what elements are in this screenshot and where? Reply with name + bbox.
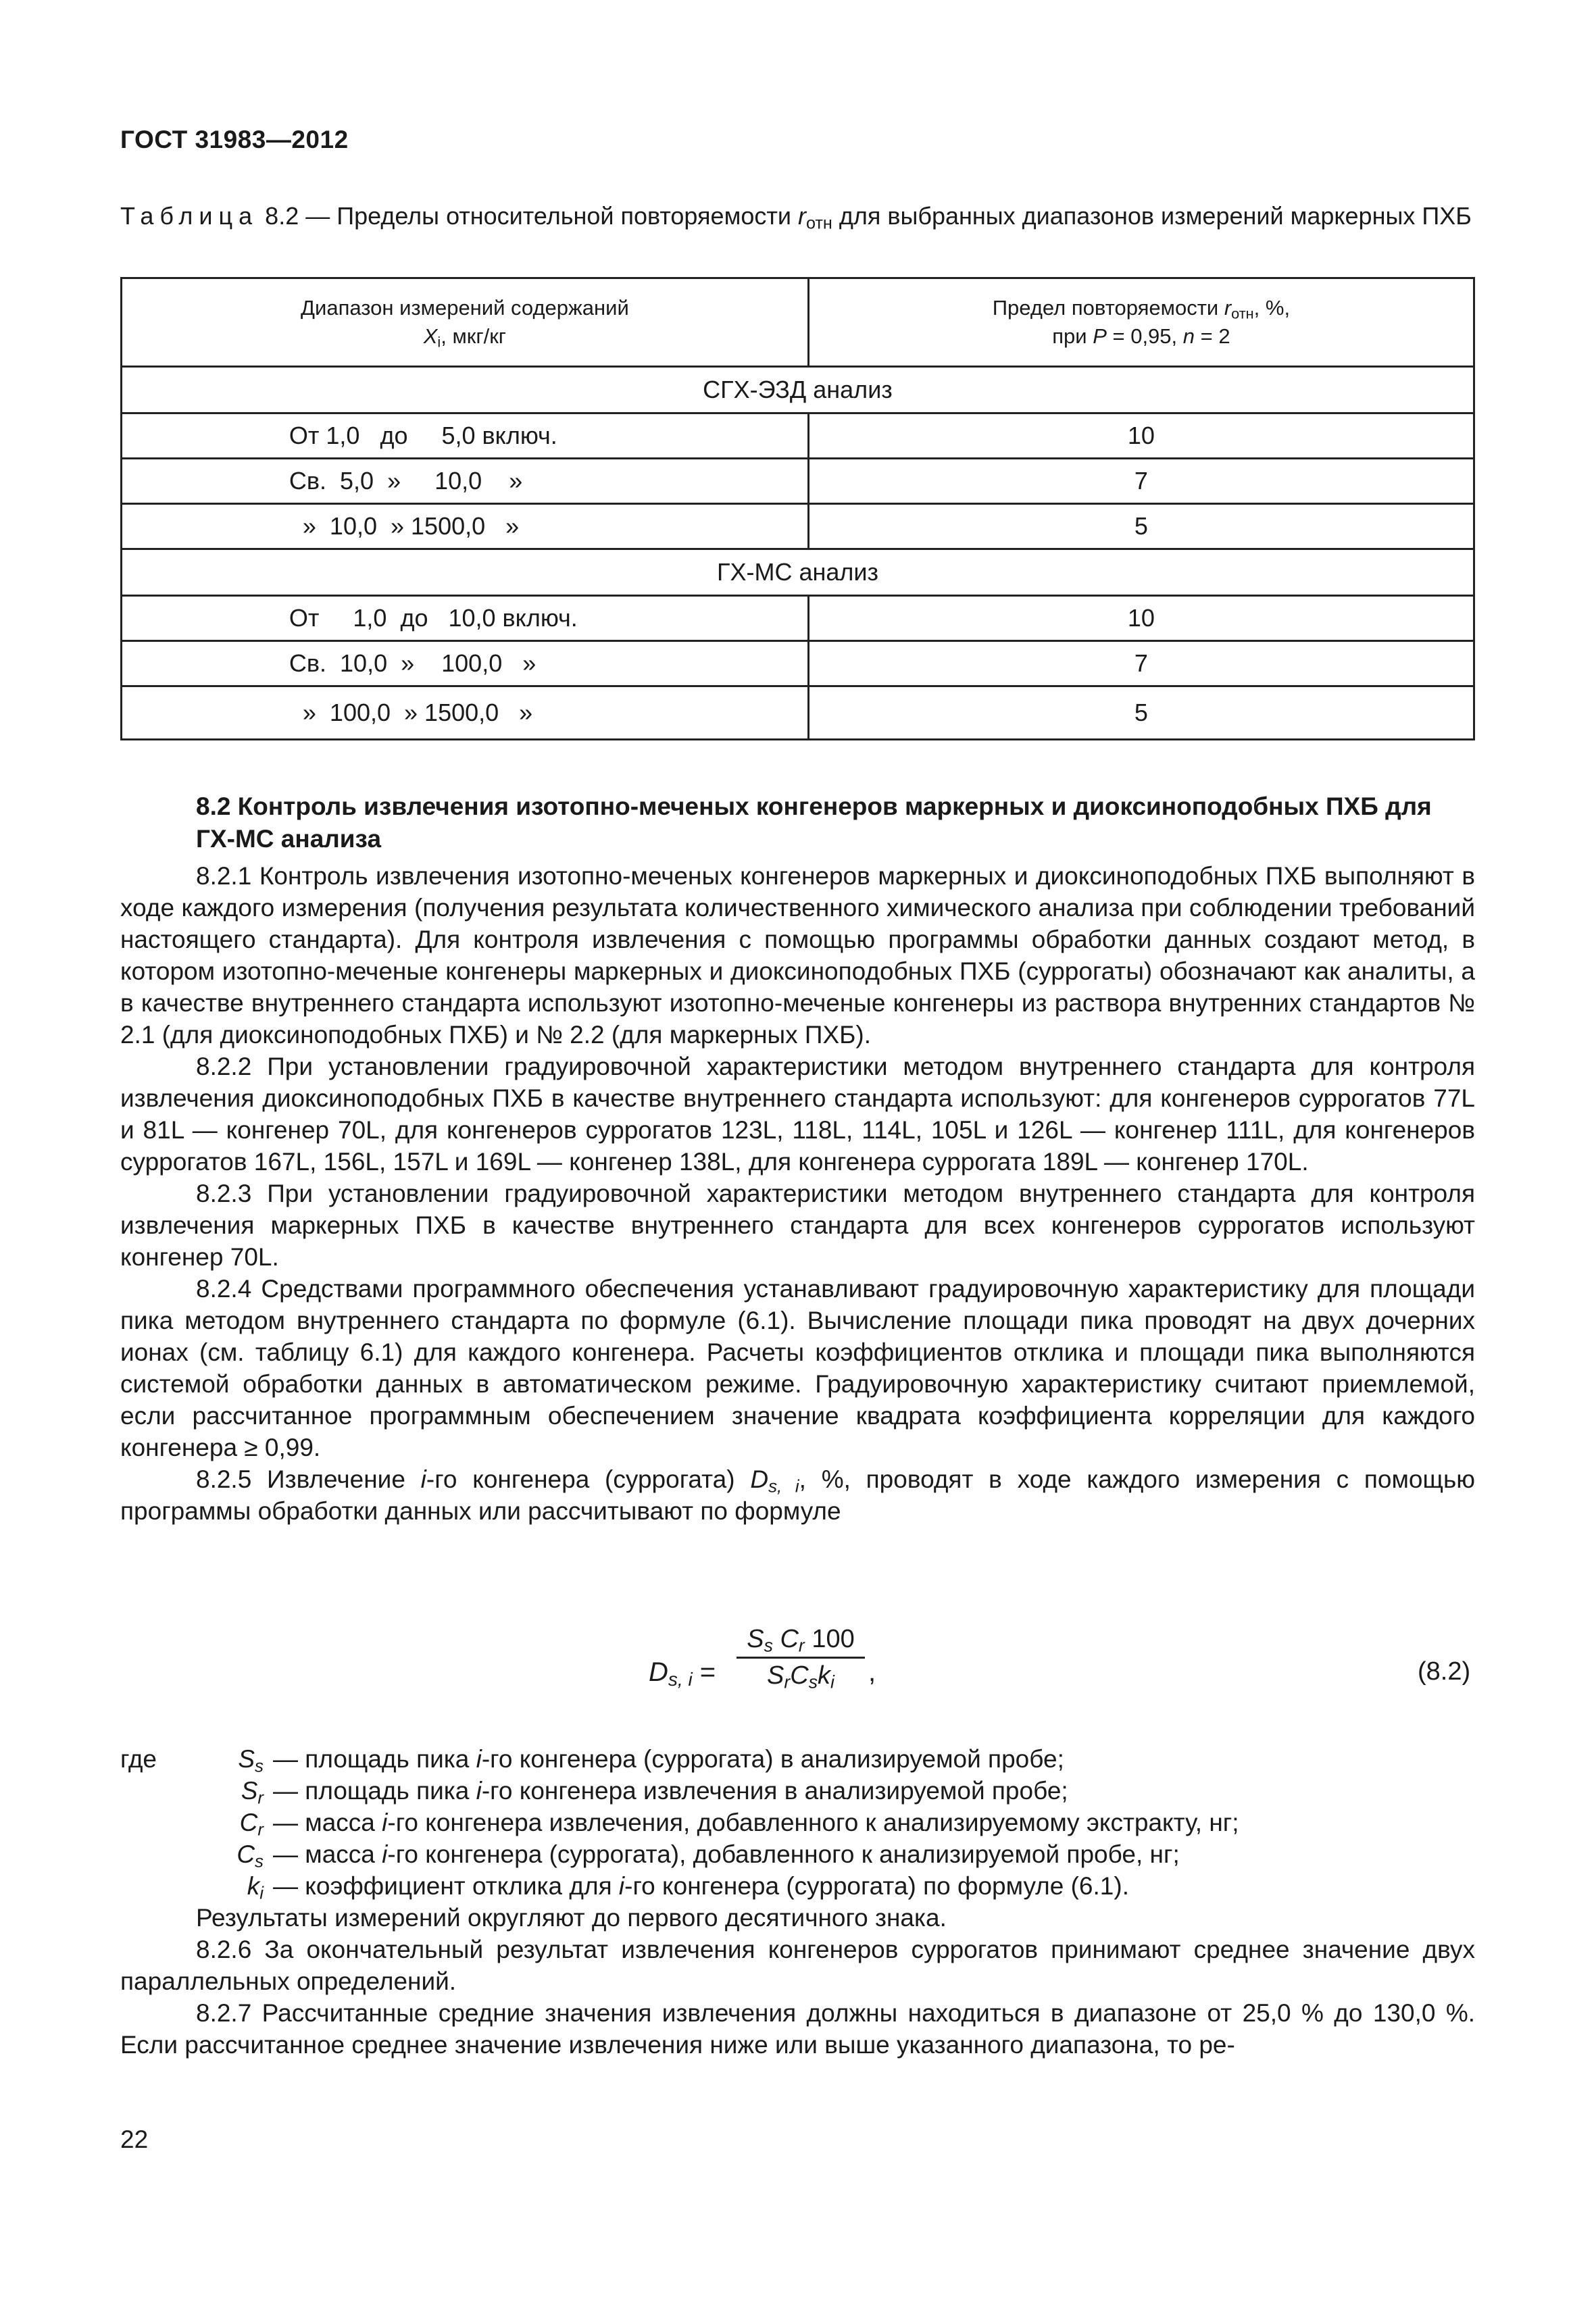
p825-pre: 8.2.5 Извлечение	[196, 1465, 421, 1493]
col2-P: P	[1093, 324, 1107, 348]
col2-n: n	[1182, 324, 1195, 348]
col2-P-value: = 0,95,	[1106, 324, 1183, 348]
p825-D-sub: s, i	[768, 1477, 799, 1496]
value-cell: 10	[808, 596, 1474, 641]
table-section-row	[122, 549, 1474, 596]
formula-fraction	[737, 1625, 865, 1690]
col1-symbol: X	[423, 324, 438, 348]
where-symbol	[215, 1838, 273, 1870]
where-row	[120, 1743, 1475, 1775]
formula-equals: =	[692, 1657, 716, 1687]
where-definition	[273, 1743, 1475, 1775]
def-post: -го конгенера извлечения, добавленного к анализируемому экстракту, нг;	[387, 1809, 1239, 1836]
table-row	[122, 413, 1474, 459]
col2-unit: , %,	[1253, 296, 1291, 320]
where-symbol	[215, 1870, 273, 1902]
def-post: -го конгенера (суррогата) по формуле (6.1).	[624, 1872, 1129, 1900]
p825-mid: -го конгенера (суррогата)	[426, 1465, 751, 1493]
paragraph-8-2-7: 8.2.7 Рассчитанные средние значения извлечения должны находиться в диапазоне от 25,0 % до 130,0 %. Если рассчитанное среднее значение извлечения ниже или выше указанного диапазона, то ре-	[120, 1999, 1475, 2059]
range-cell	[122, 641, 809, 686]
where-block	[120, 1743, 1475, 1902]
def-pre: — коэффициент отклика для	[273, 1872, 619, 1900]
formula-numerator	[737, 1625, 865, 1659]
formula-lhs-sub: s, i	[668, 1669, 693, 1690]
table-caption-text-pre: 8.2 — Пределы относительной повторяемости	[265, 202, 798, 230]
den-k-sub: i	[830, 1671, 834, 1692]
p825-i: i	[420, 1465, 426, 1493]
col1-symbol-sub: i	[437, 333, 441, 351]
def-post: -го конгенера (суррогата) в анализируемой пробе;	[481, 1745, 1064, 1773]
sym-sub: r	[257, 1820, 264, 1840]
section-heading: 8.2 Контроль извлечения изотопно-меченых конгенеров маркерных и диоксиноподобных ПХБ для ГХ-МС анализа	[196, 793, 1432, 853]
body-text	[120, 860, 1475, 1527]
table-caption-label: Таблица	[120, 202, 259, 230]
def-pre: — площадь пика	[273, 1777, 476, 1805]
sym-letter: S	[238, 1745, 255, 1773]
def-i: i	[476, 1745, 482, 1773]
def-i: i	[618, 1872, 625, 1900]
where-label: где	[120, 1745, 157, 1773]
den-S-sub: r	[784, 1671, 791, 1692]
p825-D: D	[750, 1465, 769, 1493]
table-row	[122, 641, 1474, 686]
where-symbol	[215, 1775, 273, 1807]
value-cell: 7	[808, 641, 1474, 686]
table-row	[122, 686, 1474, 740]
paragraph-8-2-4: 8.2.4 Средствами программного обеспечения устанавливают градуировочную характеристику для площади пика методом внутреннего стандарта по формуле (6.1). Вычисление площади пика проводят на двух дочерних ионах (см. таблицу 6.1) для каждого конгенера. Расчеты коэффициентов отклика и площади пика выполняются системой обработки данных в автоматическом режиме. Градуировочную характеристику считают приемлемой, если рассчитанное программным обеспечением значение квадрата коэффициента корреляции для каждого конгенера ≥ 0,99.	[120, 1275, 1475, 1461]
den-k: k	[818, 1661, 831, 1690]
formula-comma: ,	[868, 1657, 876, 1687]
range-cell	[122, 504, 809, 549]
table-header-row	[122, 278, 1474, 367]
range-cell	[122, 413, 809, 459]
value-cell: 5	[808, 504, 1474, 549]
section-title-ecd: СГХ-ЭЗД анализ	[122, 367, 1474, 413]
formula-denominator	[737, 1659, 865, 1690]
paragraph-8-2-3: 8.2.3 При установлении градуировочной характеристики методом внутреннего стандарта для контроля извлечения маркерных ПХБ в качестве внутреннего стандарта для всех конгенеров суррогатов используют конгенер 70L.	[120, 1180, 1475, 1271]
value-cell: 5	[808, 686, 1474, 740]
sym-sub: r	[257, 1788, 264, 1808]
def-post: -го конгенера (суррогата), добавленного к анализируемой пробе, нг;	[387, 1840, 1180, 1868]
sym-letter: C	[239, 1809, 258, 1836]
value-cell: 7	[808, 459, 1474, 504]
num-S: S	[747, 1625, 764, 1653]
range-cell	[122, 686, 809, 740]
range-text: Св. 5,0 » 10,0 »	[289, 467, 523, 495]
range-text: » 10,0 » 1500,0 »	[289, 512, 520, 540]
formula-lhs-symbol: D	[649, 1657, 668, 1687]
repeatability-table	[120, 277, 1475, 740]
where-symbol	[215, 1807, 273, 1838]
table-section-row	[122, 367, 1474, 413]
where-row	[120, 1775, 1475, 1807]
table-row	[122, 504, 1474, 549]
page-number: 22	[120, 2126, 149, 2153]
where-definition	[273, 1807, 1475, 1838]
sym-sub: s	[255, 1757, 264, 1776]
table-row	[122, 596, 1474, 641]
sym-letter: k	[247, 1872, 260, 1900]
den-C-sub: s	[808, 1671, 818, 1692]
range-text: От 1,0 до 5,0 включ.	[289, 422, 557, 449]
col2-symbol-sub: отн	[1231, 305, 1254, 322]
def-i: i	[476, 1777, 482, 1805]
where-definition	[273, 1838, 1475, 1870]
table-caption	[120, 200, 1472, 232]
table-header-range	[122, 278, 809, 367]
def-i: i	[382, 1809, 388, 1836]
col1-unit: , мкг/кг	[441, 324, 507, 348]
col2-pre: Предел повторяемости	[992, 296, 1224, 320]
def-i: i	[382, 1840, 388, 1868]
body-text-continued	[120, 1902, 1475, 2061]
table-caption-symbol: r	[797, 202, 806, 230]
col2-symbol: r	[1224, 296, 1232, 320]
paragraph-rounding: Результаты измерений округляют до первого десятичного знака.	[196, 1904, 947, 1932]
where-definition	[273, 1775, 1475, 1807]
def-pre: — площадь пика	[273, 1745, 476, 1773]
den-C: C	[790, 1661, 809, 1690]
range-cell	[122, 596, 809, 641]
paragraph-8-2-1: 8.2.1 Контроль извлечения изотопно-меченых конгенеров маркерных и диоксиноподобных ПХБ выполняют в ходе каждого измерения (получения результата количественного химического анализа при соблюдении требований настоящего стандарта). Для контроля извлечения с помощью программы обработки данных создают метод, в котором изотопно-меченые конгенеры маркерных и диоксиноподобных ПХБ (суррогаты) обозначают как аналиты, а в качестве внутреннего стандарта используют изотопно-меченые конгенеры из раствора внутренних стандартов № 2.1 (для диоксиноподобных ПХБ) и № 2.2 (для маркерных ПХБ).	[120, 862, 1475, 1049]
sym-sub: s	[255, 1852, 264, 1871]
table-caption-text-post: для выбранных диапазонов измерений маркерных ПХБ	[832, 202, 1472, 230]
section-title-gcms: ГХ-МС анализ	[122, 549, 1474, 596]
def-post: -го конгенера извлечения в анализируемой пробе;	[481, 1777, 1068, 1805]
def-pre: — масса	[273, 1840, 382, 1868]
where-row	[120, 1807, 1475, 1838]
where-definition	[273, 1870, 1475, 1902]
table-caption-symbol-sub: отн	[805, 213, 832, 233]
table-header-limit	[808, 278, 1474, 367]
def-pre: — масса	[273, 1809, 382, 1836]
sym-sub: i	[259, 1884, 264, 1903]
value-cell: 10	[808, 413, 1474, 459]
paragraph-8-2-6: 8.2.6 За окончательный результат извлечения конгенеров суррогатов принимают среднее значение двух параллельных определений.	[120, 1936, 1475, 1995]
paragraph-8-2-5	[120, 1463, 1475, 1527]
where-row	[120, 1870, 1475, 1902]
where-row	[120, 1838, 1475, 1870]
sym-letter: C	[236, 1840, 255, 1868]
document-header: ГОСТ 31983—2012	[120, 126, 349, 153]
num-C: C	[780, 1625, 799, 1653]
range-text: » 100,0 » 1500,0 »	[289, 699, 533, 726]
paragraph-8-2-2: 8.2.2 При установлении градуировочной характеристики методом внутреннего стандарта для контроля извлечения диоксиноподобных ПХБ в качестве внутреннего стандарта используют: для конгенеров суррогатов 77L и 81L — конгенер 70L, для конгенеров суррогатов 123L, 118L, 114L, 105L и 126L — конгенер 111L, для конгенеров суррогатов 167L, 156L, 157L и 169L — конгенер 138L, для конгенера суррогата 189L — конгенер 170L.	[120, 1053, 1475, 1176]
range-cell	[122, 459, 809, 504]
formula-lhs	[649, 1657, 716, 1688]
range-text: От 1,0 до 10,0 включ.	[289, 604, 578, 632]
formula-number: (8.2)	[1418, 1657, 1471, 1686]
col2-n-value: = 2	[1195, 324, 1230, 348]
where-symbol	[215, 1743, 273, 1775]
sym-letter: S	[241, 1777, 258, 1805]
col1-line1: Диапазон измерений содержаний	[301, 296, 629, 320]
table-row	[122, 459, 1474, 504]
num-C-sub: r	[798, 1635, 805, 1656]
col2-line2-pre: при	[1052, 324, 1093, 348]
p825-post: , %, проводят в ходе каждого измерения с помощью программы обработки данных или рассчитывают по формуле	[120, 1465, 1475, 1525]
num-const: 100	[812, 1625, 855, 1653]
den-S: S	[767, 1661, 784, 1690]
num-S-sub: s	[764, 1635, 773, 1656]
range-text: Св. 10,0 » 100,0 »	[289, 649, 537, 677]
